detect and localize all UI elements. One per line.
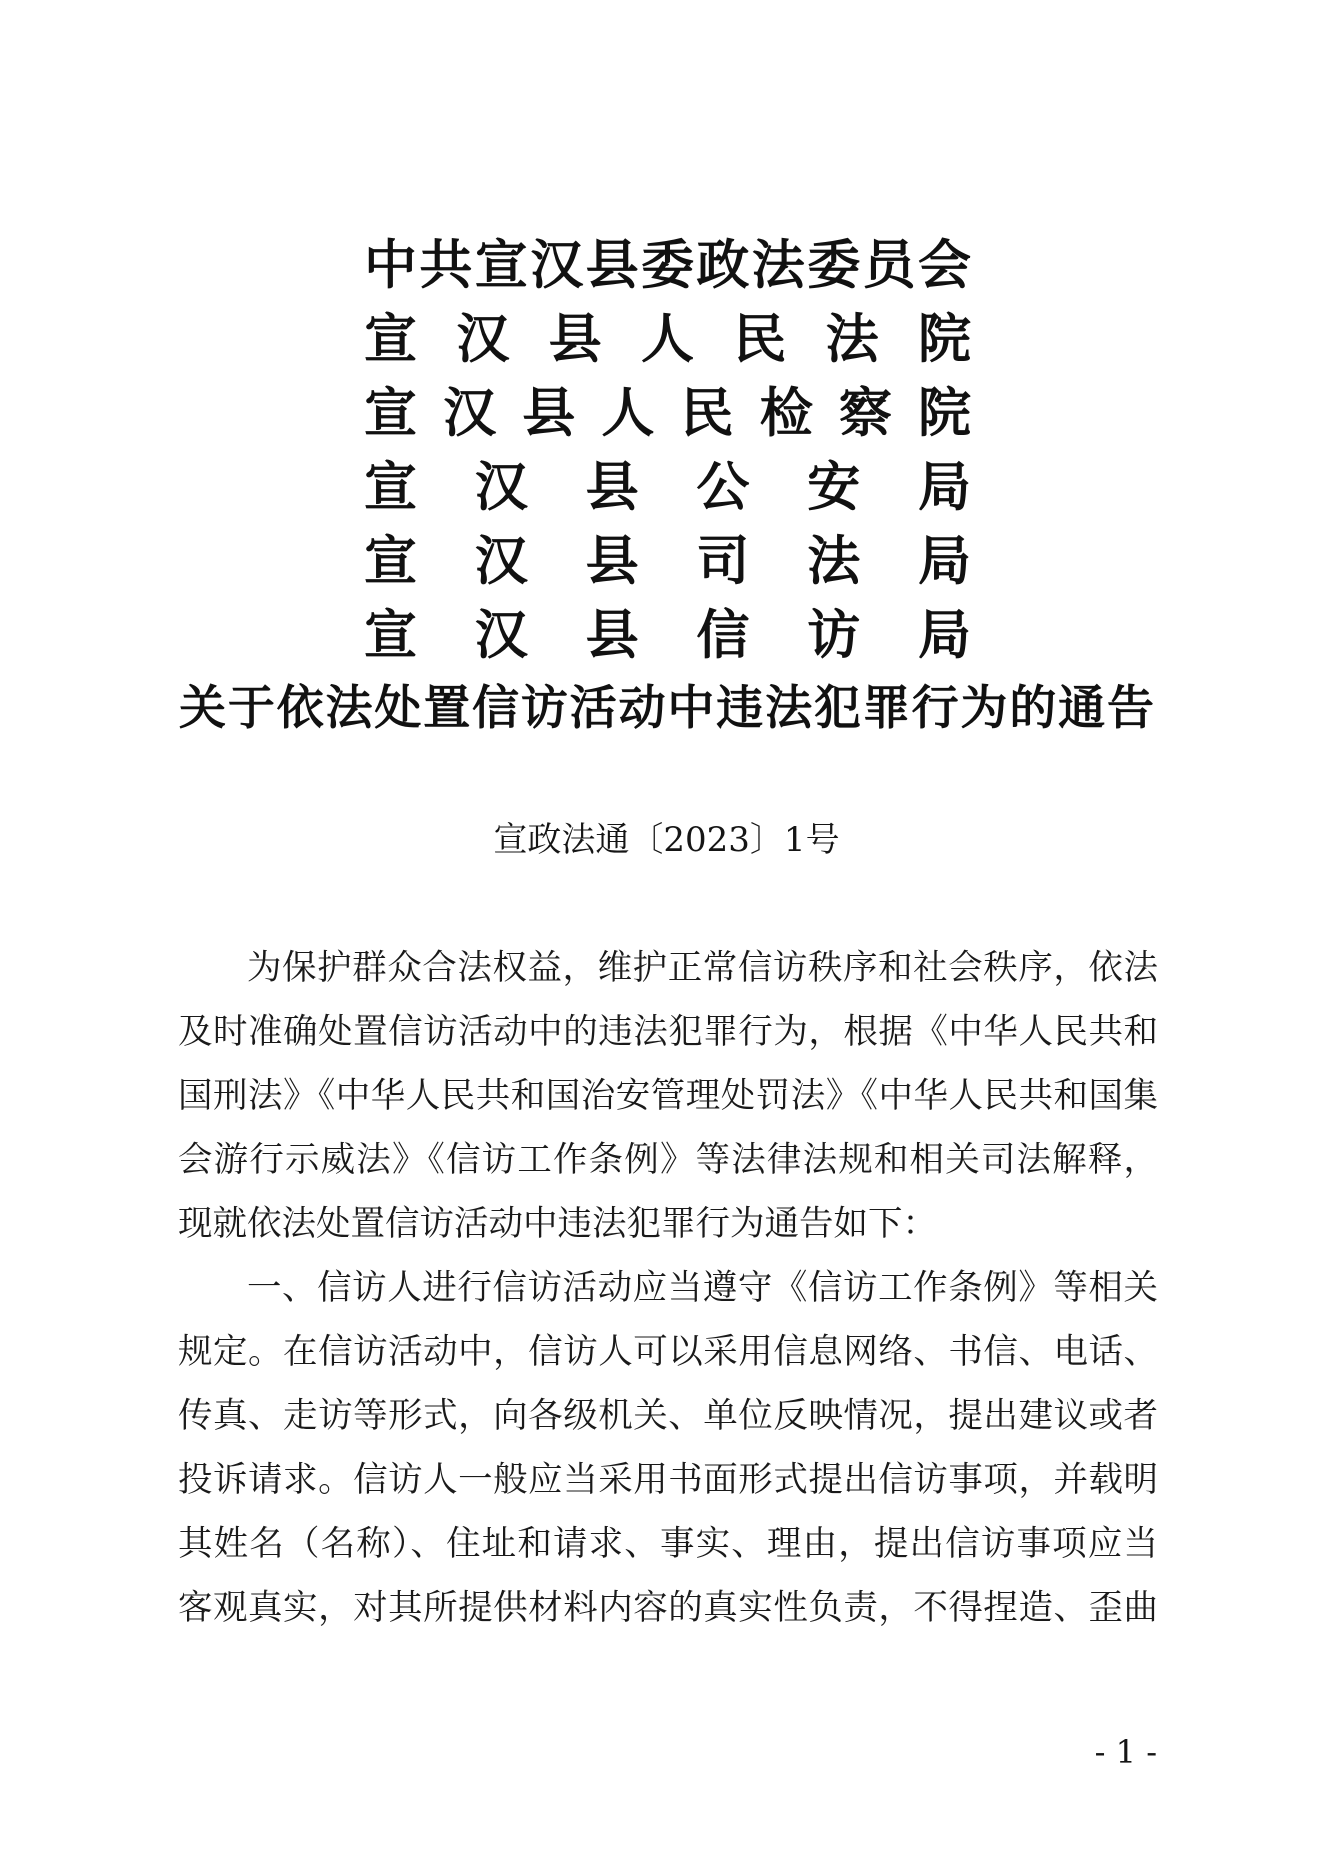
issuer-name: 宣汉县人民法院 xyxy=(364,308,1011,370)
issuer-name: 宣汉县信访局 xyxy=(364,604,1029,666)
issuer-name: 宣汉县司法局 xyxy=(364,530,1029,592)
body-line: 国刑法》《中华人民共和国治安管理处罚法》《中华人民共和国集 xyxy=(178,1076,1159,1116)
body-line: 为保护群众合法权益，维护正常信访秩序和社会秩序，依法 xyxy=(247,948,1159,988)
body-paragraph xyxy=(178,936,1158,1256)
document-body xyxy=(178,936,1158,1640)
issuer-name: 宣汉县公安局 xyxy=(364,456,1029,518)
issuing-authorities xyxy=(364,228,1029,672)
body-line: 一、信访人进行信访活动应当遵守《信访工作条例》等相关 xyxy=(247,1268,1159,1308)
body-line: 投诉请求。信访人一般应当采用书面形式提出信访事项，并载明 xyxy=(178,1460,1159,1500)
body-line: 会游行示威法》《信访工作条例》等法律法规和相关司法解释， xyxy=(178,1140,1160,1180)
body-line: 及时准确处置信访活动中的违法犯罪行为，根据《中华人民共和 xyxy=(178,1012,1159,1052)
body-paragraph xyxy=(178,1256,1158,1640)
body-line: 客观真实，对其所提供材料内容的真实性负责，不得捏造、歪曲 xyxy=(178,1588,1159,1628)
document-title: 关于依法处置信访活动中违法犯罪行为的通告 xyxy=(179,681,1156,736)
issuer-name: 中共宣汉县委政法委员会 xyxy=(364,234,974,296)
document-number: 宣政法通〔2023〕1号 xyxy=(493,820,840,860)
page-number: - 1 - xyxy=(1094,1733,1157,1771)
body-line: 现就依法处置信访活动中违法犯罪行为通告如下： xyxy=(178,1204,937,1244)
body-line: 规定。在信访活动中，信访人可以采用信息网络、书信、电话、 xyxy=(178,1332,1159,1372)
body-line: 其姓名（名称）、住址和请求、事实、理由，提出信访事项应当 xyxy=(178,1524,1160,1564)
body-line: 传真、走访等形式，向各级机关、单位反映情况，提出建议或者 xyxy=(178,1396,1159,1436)
issuer-name: 宣汉县人民检察院 xyxy=(364,382,998,444)
